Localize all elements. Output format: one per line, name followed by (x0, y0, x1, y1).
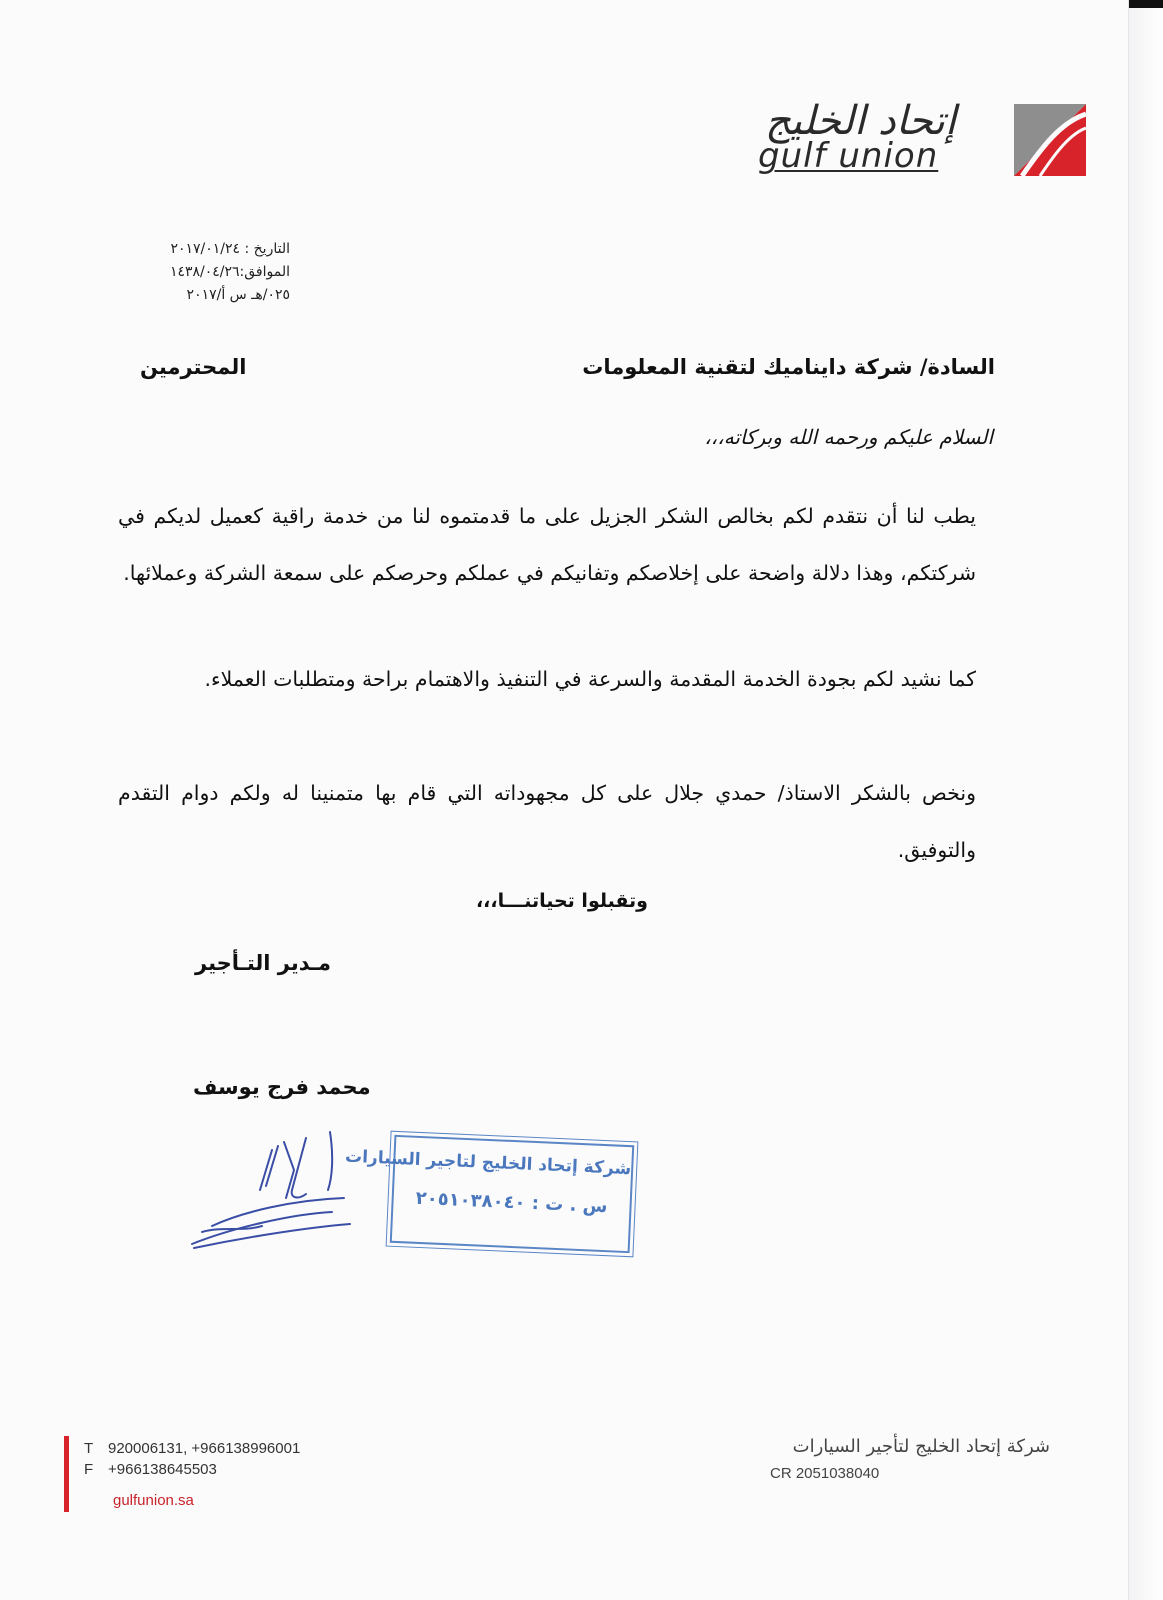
footer-contact (84, 1438, 300, 1480)
body-paragraph-3: ونخص بالشكر الاستاذ/ حمدي جلال على كل مجهوداته التي قام بها متمنينا له ولكم دوام التقدم والتوفيق. (118, 781, 976, 862)
greeting: السلام عليكم ورحمه الله وبركاته،،، (704, 425, 993, 449)
footer-cr-number: CR 2051038040 (770, 1465, 880, 1482)
handwritten-signature (182, 1128, 352, 1258)
addressee: السادة/ شركة دايناميك لتقنية المعلومات (582, 355, 995, 379)
body-paragraph-1: يطب لنا أن نتقدم لكم بخالص الشكر الجزيل على ما قدمتموه لنا من خدمة راقية كعميل لديكم في شركتكم، وهذا دلالة واضحة على إخلاصكم وتفانيكم في عملكم وحرصكم على سمعة الشركة وعملائها. (118, 504, 976, 585)
corner-mark (1129, 0, 1163, 8)
stamp-company-name: شركة إتحاد الخليج لتاجير السيارات (344, 1146, 632, 1180)
signatory-title: مـدير التـأجير (195, 951, 332, 975)
logo-arabic-text: إتحاد الخليج (764, 98, 956, 144)
website-link[interactable]: gulfunion.sa (113, 1492, 194, 1509)
fax-label: F (84, 1461, 94, 1478)
stamp-cr-number: س . ت : ٢٠٥١٠٣٨٠٤٠ (415, 1187, 608, 1218)
company-stamp (344, 1135, 634, 1253)
company-logo (758, 98, 1086, 178)
phone-number: 920006131, +966138996001 (108, 1440, 301, 1457)
footer-company-name: شركة إتحاد الخليج لتأجير السيارات (792, 1436, 1050, 1457)
body-paragraph-2: كما نشيد لكم بجودة الخدمة المقدمة والسرعة في التنفيذ والاهتمام براحة ومتطلبات العملاء. (204, 667, 976, 691)
phone-label: T (84, 1440, 94, 1457)
honorific: المحترمين (140, 355, 247, 379)
signatory-name: محمد فرج يوسف (193, 1075, 371, 1099)
letter-hijri-date: الموافق:١٤٣٨/٠٤/٢٦ (169, 264, 290, 280)
reference-block (110, 238, 290, 307)
closing: وتقبلوا تحياتنـــا،،، (475, 890, 648, 912)
logo-mark-icon (1014, 104, 1086, 176)
page-edge (1128, 0, 1163, 1600)
fax-number: +966138645503 (108, 1461, 217, 1478)
logo-english-text: gulf union (758, 136, 939, 176)
footer-accent-bar (64, 1436, 69, 1512)
letter-number: ٠٢٥/هـ س أ/٢٠١٧ (186, 287, 290, 303)
letter-date: التاريخ : ٢٠١٧/٠١/٢٤ (170, 241, 290, 257)
